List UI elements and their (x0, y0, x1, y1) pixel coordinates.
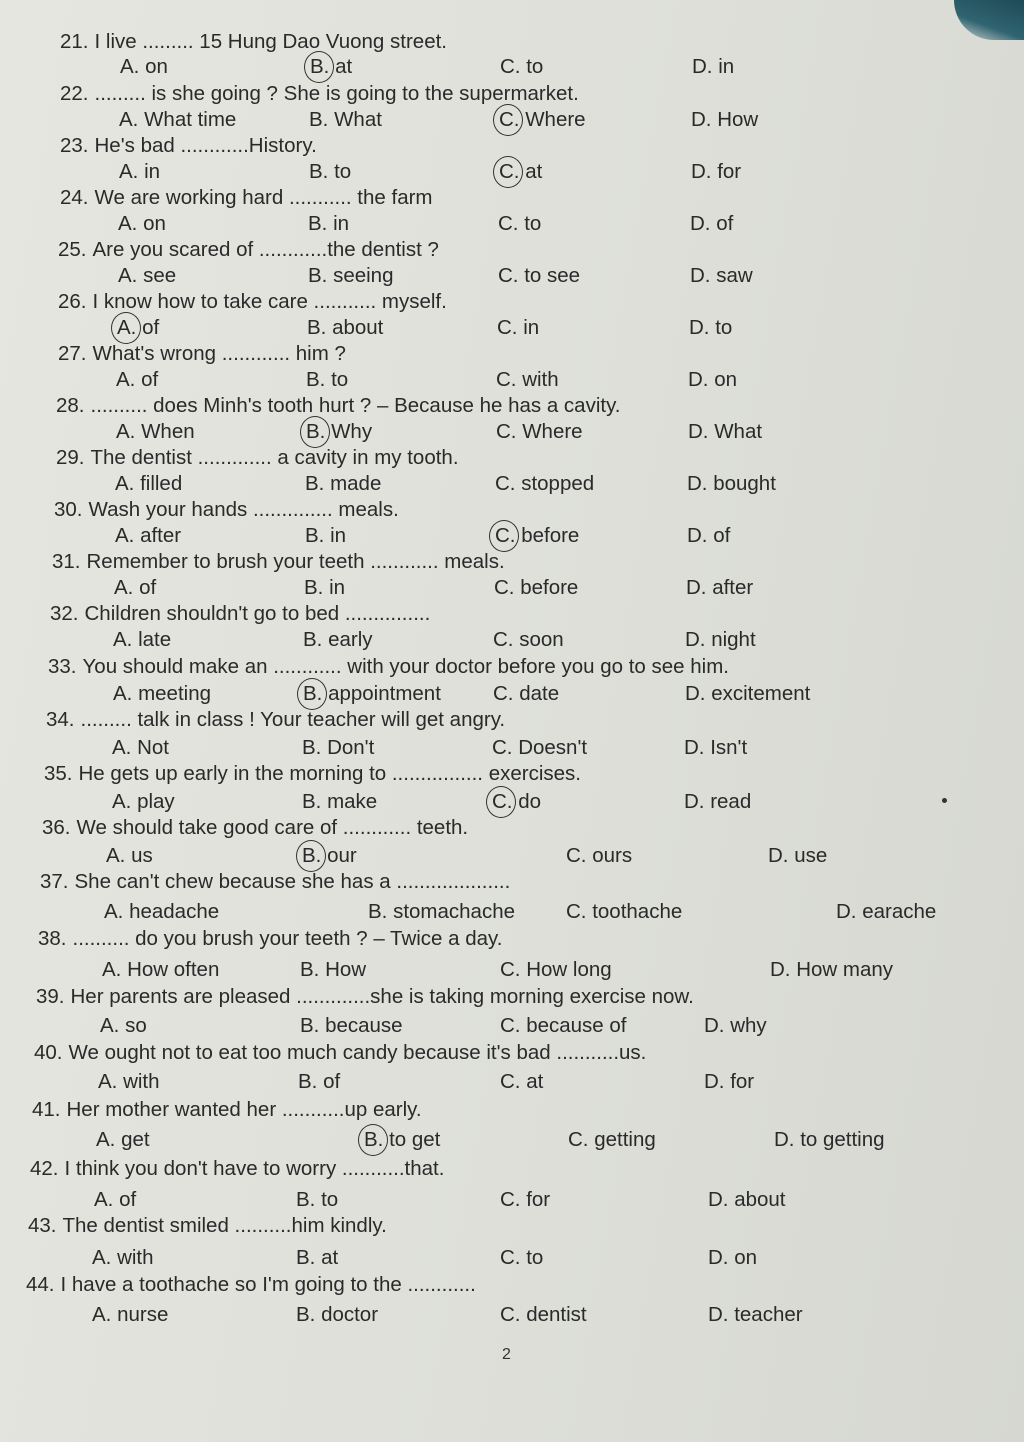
answer-option-circled: B. our (302, 844, 357, 867)
answer-option: B. in (308, 212, 350, 235)
question-number: 35. (44, 762, 73, 785)
answer-option: B. made (305, 472, 382, 495)
question-stem (32, 1098, 422, 1122)
question-number: 21. (60, 30, 89, 53)
answer-option: A. How often (102, 958, 220, 981)
question-text: I think you don't have to worry ...........that. (64, 1157, 445, 1180)
answer-option: C. to (500, 55, 544, 78)
answer-option: D. use (768, 844, 828, 867)
answer-option: C. stopped (495, 472, 595, 495)
answer-option: C. to see (498, 264, 581, 287)
answer-option: C. dentist (500, 1303, 587, 1326)
question-stem (48, 655, 729, 679)
answer-option: A. Not (112, 736, 169, 759)
answer-option: D. teacher (708, 1303, 803, 1326)
answer-option: A. of (94, 1188, 137, 1211)
question-stem (46, 708, 505, 732)
question-stem (40, 870, 510, 894)
page-number: 2 (502, 1346, 511, 1363)
answer-option: B. stomachache (368, 900, 515, 923)
answer-option: D. excitement (685, 682, 811, 705)
question-stem (60, 134, 317, 158)
question-text: The dentist smiled ..........him kindly. (62, 1214, 387, 1237)
question-number: 38. (38, 927, 67, 950)
question-number: 29. (56, 446, 85, 469)
answer-option: D. read (684, 790, 752, 813)
question-stem (60, 82, 579, 106)
question-text: Remember to brush your teeth ............ meals. (86, 550, 505, 573)
answer-option: A. of (114, 576, 157, 599)
question-text: .......... does Minh's tooth hurt ? – Because he has a cavity. (90, 394, 621, 417)
question-stem (58, 290, 447, 314)
question-text: Wash your hands .............. meals. (88, 498, 399, 521)
answer-option: A. get (96, 1128, 150, 1151)
answer-option: C. to (498, 212, 542, 235)
answer-option: A. with (98, 1070, 160, 1093)
answer-option: A. on (118, 212, 166, 235)
answer-option: B. to (309, 160, 352, 183)
answer-option: C. How long (500, 958, 612, 981)
answer-option: B. because (300, 1014, 403, 1037)
question-number: 36. (42, 816, 71, 839)
answer-option: A. see (118, 264, 177, 287)
answer-option-circled: C. at (499, 160, 543, 183)
question-number: 37. (40, 870, 69, 893)
answer-option: C. for (500, 1188, 551, 1211)
answer-option: C. at (500, 1070, 544, 1093)
question-stem (60, 30, 447, 54)
answer-option: B. to (296, 1188, 339, 1211)
question-stem (56, 446, 459, 470)
question-number: 44. (26, 1273, 55, 1296)
answer-option: D. saw (690, 264, 753, 287)
answer-option: A. so (100, 1014, 147, 1037)
answer-option: D. of (687, 524, 731, 547)
answer-option: A. on (120, 55, 168, 78)
question-text: She can't chew because she has a .................... (74, 870, 511, 893)
question-text: Her parents are pleased .............she is taking morning exercise now. (70, 985, 694, 1008)
question-text: Children shouldn't go to bed ............... (84, 602, 431, 625)
answer-option: C. date (493, 682, 560, 705)
question-number: 24. (60, 186, 89, 209)
question-text: Are you scared of ............the dentist ? (92, 238, 439, 261)
answer-option: D. in (692, 55, 735, 78)
answer-option: C. before (494, 576, 579, 599)
answer-option-circled: C. Where (499, 108, 586, 131)
answer-option: C. toothache (566, 900, 683, 923)
answer-option: D. of (690, 212, 734, 235)
answer-option: B. seeing (308, 264, 394, 287)
answer-option: D. about (708, 1188, 786, 1211)
answer-option: C. Where (496, 420, 583, 443)
answer-option: D. Isn't (684, 736, 748, 759)
answer-option: D. why (704, 1014, 767, 1037)
answer-option-circled: C. before (495, 524, 580, 547)
question-text: We ought not to eat too much candy because it's bad ...........us. (68, 1041, 647, 1064)
answer-option: C. in (497, 316, 540, 339)
question-stem (58, 342, 346, 366)
question-text: I live ......... 15 Hung Dao Vuong street. (94, 30, 447, 53)
question-number: 33. (48, 655, 77, 678)
stray-mark (942, 798, 947, 803)
answer-option: D. to (689, 316, 733, 339)
answer-option: A. after (115, 524, 182, 547)
question-text: What's wrong ............ him ? (92, 342, 346, 365)
question-number: 27. (58, 342, 87, 365)
answer-option: C. getting (568, 1128, 656, 1151)
answer-option: A. filled (115, 472, 183, 495)
answer-option: B. of (298, 1070, 341, 1093)
answer-option: D. for (704, 1070, 755, 1093)
question-text: ......... is she going ? She is going to the supermarket. (94, 82, 579, 105)
answer-option: D. What (688, 420, 763, 443)
question-number: 40. (34, 1041, 63, 1064)
background-corner (954, 0, 1024, 40)
question-stem (54, 498, 399, 522)
answer-option: A. What time (119, 108, 237, 131)
question-stem (58, 238, 439, 262)
answer-option: B. in (305, 524, 347, 547)
answer-option-circled: B. appointment (303, 682, 441, 705)
answer-option: C. with (496, 368, 559, 391)
answer-option: D. How (691, 108, 759, 131)
question-stem (38, 927, 502, 951)
question-text: .......... do you brush your teeth ? – Twice a day. (72, 927, 503, 950)
question-text: We should take good care of ............ teeth. (76, 816, 469, 839)
answer-option-circled: A. of (117, 316, 160, 339)
question-stem (44, 762, 581, 786)
question-stem (34, 1041, 646, 1065)
answer-option: D. for (691, 160, 742, 183)
question-text: The dentist ............. a cavity in my tooth. (90, 446, 459, 469)
question-text: He's bad ............History. (94, 134, 317, 157)
question-stem (26, 1273, 476, 1297)
answer-option: B. What (309, 108, 382, 131)
question-number: 41. (32, 1098, 61, 1121)
question-text: ......... talk in class ! Your teacher will get angry. (80, 708, 506, 731)
answer-option: C. to (500, 1246, 544, 1269)
question-number: 31. (52, 550, 81, 573)
answer-option: D. on (708, 1246, 757, 1269)
answer-option: D. earache (836, 900, 937, 923)
answer-option: A. with (92, 1246, 154, 1269)
question-number: 28. (56, 394, 85, 417)
answer-option: D. after (686, 576, 754, 599)
answer-option-circled: B. to get (364, 1128, 441, 1151)
question-stem (36, 985, 694, 1009)
answer-option: B. in (304, 576, 346, 599)
question-number: 43. (28, 1214, 57, 1237)
answer-option: D. to getting (774, 1128, 885, 1151)
question-number: 32. (50, 602, 79, 625)
answer-option-circled: B. at (310, 55, 353, 78)
question-number: 42. (30, 1157, 59, 1180)
answer-option: B. early (303, 628, 373, 651)
question-stem (42, 816, 468, 840)
answer-option: B. doctor (296, 1303, 379, 1326)
question-text: He gets up early in the morning to ................ exercises. (78, 762, 581, 785)
answer-option: D. bought (687, 472, 776, 495)
question-stem (30, 1157, 444, 1181)
question-number: 39. (36, 985, 65, 1008)
answer-option: B. at (296, 1246, 339, 1269)
answer-option: A. When (116, 420, 195, 443)
question-number: 25. (58, 238, 87, 261)
answer-option: A. in (119, 160, 161, 183)
answer-option: A. headache (104, 900, 220, 923)
answer-option: A. play (112, 790, 175, 813)
question-number: 23. (60, 134, 89, 157)
question-number: 22. (60, 82, 89, 105)
answer-option: B. Don't (302, 736, 375, 759)
question-stem (52, 550, 505, 574)
answer-option: B. How (300, 958, 367, 981)
question-number: 26. (58, 290, 87, 313)
answer-option: C. because of (500, 1014, 627, 1037)
question-stem (50, 602, 430, 626)
answer-option: B. about (307, 316, 384, 339)
answer-option: C. soon (493, 628, 564, 651)
question-stem (28, 1214, 387, 1238)
answer-option: A. of (116, 368, 159, 391)
question-stem (56, 394, 621, 418)
question-text: Her mother wanted her ...........up early. (66, 1098, 422, 1121)
answer-option: D. How many (770, 958, 894, 981)
question-number: 30. (54, 498, 83, 521)
answer-option-circled: C. do (492, 790, 541, 813)
answer-option: A. nurse (92, 1303, 169, 1326)
question-text: I have a toothache so I'm going to the ............ (60, 1273, 476, 1296)
answer-option: C. ours (566, 844, 633, 867)
answer-option: B. make (302, 790, 378, 813)
question-stem (60, 186, 433, 210)
answer-option: A. us (106, 844, 153, 867)
answer-option: B. to (306, 368, 349, 391)
question-number: 34. (46, 708, 75, 731)
answer-option: D. on (688, 368, 737, 391)
question-text: You should make an ............ with your doctor before you go to see him. (82, 655, 729, 678)
answer-option: A. late (113, 628, 172, 651)
answer-option: D. night (685, 628, 756, 651)
answer-option: A. meeting (113, 682, 211, 705)
question-text: I know how to take care ........... myself. (92, 290, 447, 313)
answer-option: C. Doesn't (492, 736, 588, 759)
answer-option-circled: B. Why (306, 420, 373, 443)
question-text: We are working hard ........... the farm (94, 186, 433, 209)
